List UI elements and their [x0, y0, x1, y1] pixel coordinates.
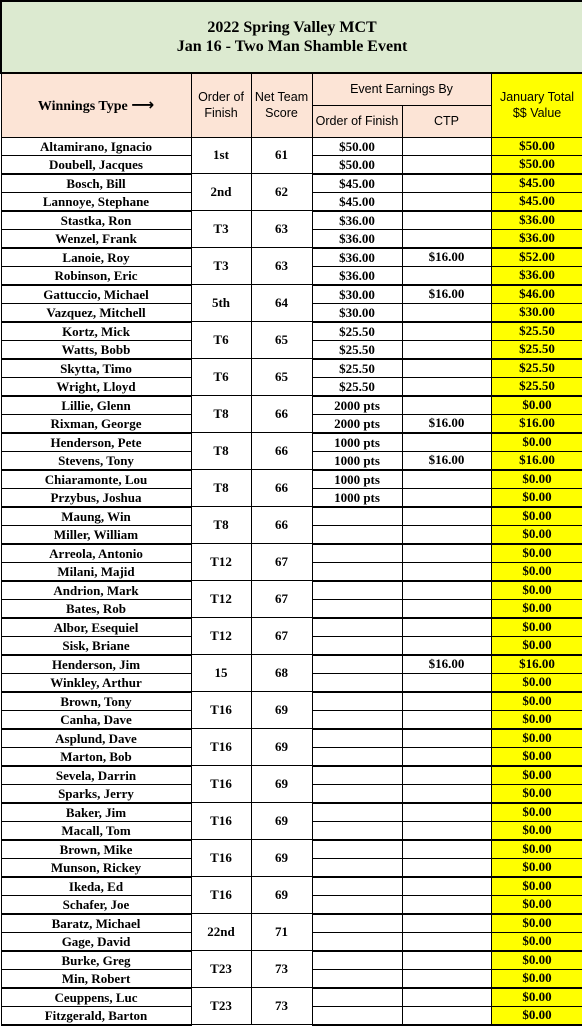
earnings-order-of-finish — [312, 1006, 402, 1025]
january-total: $0.00 — [491, 803, 582, 822]
earnings-order-of-finish — [312, 932, 402, 951]
earnings-ctp — [402, 1006, 491, 1025]
title-block — [1, 1, 582, 73]
january-total: $0.00 — [491, 562, 582, 581]
earnings-ctp — [402, 766, 491, 785]
earnings-ctp: $16.00 — [402, 285, 491, 304]
earnings-ctp — [402, 729, 491, 748]
player-name: Gage, David — [1, 932, 191, 951]
player-name: Altamirano, Ignacio — [1, 137, 191, 155]
net-team-score: 63 — [251, 248, 312, 285]
january-total: $0.00 — [491, 895, 582, 914]
january-total: $0.00 — [491, 544, 582, 563]
earnings-ctp — [402, 507, 491, 526]
order-of-finish: T16 — [191, 729, 251, 766]
player-name: Wenzel, Frank — [1, 229, 191, 248]
earnings-order-of-finish — [312, 636, 402, 655]
order-of-finish: T12 — [191, 618, 251, 655]
player-name: Munson, Rickey — [1, 858, 191, 877]
earnings-order-of-finish — [312, 673, 402, 692]
net-team-score: 69 — [251, 803, 312, 840]
player-name: Stastka, Ron — [1, 211, 191, 230]
player-name: Ikeda, Ed — [1, 877, 191, 896]
order-of-finish: T16 — [191, 803, 251, 840]
order-of-finish: T3 — [191, 248, 251, 285]
january-total: $0.00 — [491, 766, 582, 785]
january-total: $0.00 — [491, 877, 582, 896]
player-name: Przybus, Joshua — [1, 488, 191, 507]
net-team-score: 64 — [251, 285, 312, 322]
player-name: Sisk, Briane — [1, 636, 191, 655]
earnings-order-of-finish: $36.00 — [312, 211, 402, 230]
player-name: Ceuppens, Luc — [1, 988, 191, 1007]
earnings-ctp — [402, 599, 491, 618]
player-name: Albor, Esequiel — [1, 618, 191, 637]
earnings-order-of-finish: $30.00 — [312, 285, 402, 304]
earnings-order-of-finish — [312, 525, 402, 544]
table-row — [1, 729, 582, 748]
table-row — [1, 174, 582, 193]
earnings-order-of-finish: 1000 pts — [312, 433, 402, 452]
january-total: $25.50 — [491, 322, 582, 341]
player-name: Wright, Lloyd — [1, 377, 191, 396]
earnings-order-of-finish — [312, 655, 402, 674]
earnings-ctp — [402, 618, 491, 637]
table-row — [1, 877, 582, 896]
earnings-order-of-finish — [312, 821, 402, 840]
net-team-score: 61 — [251, 137, 312, 174]
header-event-earnings-by: Event Earnings By — [312, 73, 491, 105]
net-team-score: 69 — [251, 766, 312, 803]
net-team-score: 65 — [251, 322, 312, 359]
table-row — [1, 655, 582, 674]
order-of-finish: 5th — [191, 285, 251, 322]
january-total: $0.00 — [491, 932, 582, 951]
net-team-score: 62 — [251, 174, 312, 211]
earnings-order-of-finish — [312, 599, 402, 618]
january-total: $52.00 — [491, 248, 582, 267]
earnings-ctp — [402, 914, 491, 933]
earnings-order-of-finish — [312, 803, 402, 822]
earnings-order-of-finish — [312, 618, 402, 637]
subheader-ctp: CTP — [402, 105, 491, 137]
table-row — [1, 803, 582, 822]
january-total: $16.00 — [491, 414, 582, 433]
net-team-score: 66 — [251, 507, 312, 544]
earnings-order-of-finish — [312, 840, 402, 859]
earnings-ctp — [402, 747, 491, 766]
player-name: Sevela, Darrin — [1, 766, 191, 785]
net-team-score: 71 — [251, 914, 312, 951]
earnings-order-of-finish: 1000 pts — [312, 451, 402, 470]
order-of-finish: T16 — [191, 840, 251, 877]
player-name: Rixman, George — [1, 414, 191, 433]
subheader-order-of-finish: Order of Finish — [312, 105, 402, 137]
order-of-finish: 15 — [191, 655, 251, 692]
net-team-score: 69 — [251, 729, 312, 766]
earnings-ctp — [402, 692, 491, 711]
player-name: Kortz, Mick — [1, 322, 191, 341]
earnings-ctp — [402, 784, 491, 803]
title-line-2: Jan 16 - Two Man Shamble Event — [176, 38, 408, 55]
earnings-order-of-finish — [312, 784, 402, 803]
january-total: $0.00 — [491, 1006, 582, 1025]
table-row — [1, 248, 582, 267]
player-name: Baratz, Michael — [1, 914, 191, 933]
january-total: $25.50 — [491, 359, 582, 378]
earnings-ctp — [402, 377, 491, 396]
earnings-ctp — [402, 322, 491, 341]
earnings-ctp — [402, 895, 491, 914]
earnings-ctp — [402, 340, 491, 359]
earnings-order-of-finish — [312, 951, 402, 970]
earnings-order-of-finish — [312, 507, 402, 526]
net-team-score: 73 — [251, 988, 312, 1025]
earnings-ctp: $16.00 — [402, 451, 491, 470]
earnings-order-of-finish — [312, 692, 402, 711]
player-name: Milani, Majid — [1, 562, 191, 581]
net-team-score: 69 — [251, 692, 312, 729]
player-name: Canha, Dave — [1, 710, 191, 729]
table-row — [1, 137, 582, 155]
earnings-ctp — [402, 359, 491, 378]
table-row — [1, 211, 582, 230]
earnings-order-of-finish: $25.50 — [312, 322, 402, 341]
earnings-order-of-finish: 1000 pts — [312, 470, 402, 489]
order-of-finish: T3 — [191, 211, 251, 248]
january-total: $0.00 — [491, 692, 582, 711]
earnings-ctp — [402, 636, 491, 655]
earnings-ctp — [402, 211, 491, 230]
earnings-order-of-finish — [312, 544, 402, 563]
earnings-order-of-finish: $50.00 — [312, 137, 402, 155]
player-name: Min, Robert — [1, 969, 191, 988]
earnings-order-of-finish — [312, 562, 402, 581]
player-name: Lillie, Glenn — [1, 396, 191, 415]
order-of-finish: T16 — [191, 877, 251, 914]
table-row — [1, 544, 582, 563]
january-total: $0.00 — [491, 599, 582, 618]
earnings-order-of-finish — [312, 914, 402, 933]
january-total: $0.00 — [491, 396, 582, 415]
player-name: Brown, Mike — [1, 840, 191, 859]
table-row — [1, 470, 582, 489]
january-total: $0.00 — [491, 673, 582, 692]
january-total: $16.00 — [491, 655, 582, 674]
table-row — [1, 285, 582, 304]
earnings-ctp — [402, 821, 491, 840]
january-total: $50.00 — [491, 155, 582, 174]
net-team-score: 67 — [251, 544, 312, 581]
player-name: Asplund, Dave — [1, 729, 191, 748]
table-row — [1, 359, 582, 378]
player-name: Henderson, Jim — [1, 655, 191, 674]
january-total: $36.00 — [491, 266, 582, 285]
january-total: $0.00 — [491, 525, 582, 544]
earnings-ctp — [402, 673, 491, 692]
header-order-of-finish: Order of Finish — [191, 73, 251, 137]
january-total: $0.00 — [491, 747, 582, 766]
winnings-type-label: Winnings Type — [37, 99, 128, 115]
earnings-order-of-finish: $50.00 — [312, 155, 402, 174]
order-of-finish: T12 — [191, 544, 251, 581]
player-name: Baker, Jim — [1, 803, 191, 822]
player-name: Watts, Bobb — [1, 340, 191, 359]
player-name: Bosch, Bill — [1, 174, 191, 193]
net-team-score: 69 — [251, 877, 312, 914]
earnings-order-of-finish — [312, 747, 402, 766]
header-january-total: January Total $$ Value — [491, 73, 582, 137]
january-total: $0.00 — [491, 470, 582, 489]
january-total: $0.00 — [491, 618, 582, 637]
earnings-ctp — [402, 840, 491, 859]
earnings-ctp — [402, 303, 491, 322]
earnings-ctp: $16.00 — [402, 248, 491, 267]
earnings-ctp — [402, 433, 491, 452]
earnings-ctp — [402, 155, 491, 174]
january-total: $0.00 — [491, 914, 582, 933]
player-name: Schafer, Joe — [1, 895, 191, 914]
january-total: $30.00 — [491, 303, 582, 322]
january-total: $45.00 — [491, 192, 582, 211]
january-total: $36.00 — [491, 229, 582, 248]
earnings-ctp — [402, 932, 491, 951]
earnings-order-of-finish: $30.00 — [312, 303, 402, 322]
january-total: $25.50 — [491, 340, 582, 359]
earnings-ctp — [402, 174, 491, 193]
player-name: Andrion, Mark — [1, 581, 191, 600]
earnings-ctp — [402, 137, 491, 155]
table-row — [1, 322, 582, 341]
earnings-order-of-finish: $25.50 — [312, 340, 402, 359]
earnings-order-of-finish: 2000 pts — [312, 396, 402, 415]
player-name: Macall, Tom — [1, 821, 191, 840]
player-name: Stevens, Tony — [1, 451, 191, 470]
earnings-order-of-finish — [312, 988, 402, 1007]
table-row — [1, 766, 582, 785]
order-of-finish: T12 — [191, 581, 251, 618]
order-of-finish: T23 — [191, 951, 251, 988]
results-body — [1, 137, 582, 1025]
earnings-order-of-finish — [312, 766, 402, 785]
table-row — [1, 396, 582, 415]
order-of-finish: T8 — [191, 396, 251, 433]
earnings-order-of-finish: $45.00 — [312, 192, 402, 211]
earnings-ctp — [402, 803, 491, 822]
january-total: $0.00 — [491, 951, 582, 970]
table-row — [1, 618, 582, 637]
player-name: Doubell, Jacques — [1, 155, 191, 174]
table-row — [1, 433, 582, 452]
arrow-right-icon: ⟶ — [131, 95, 155, 115]
earnings-order-of-finish: $45.00 — [312, 174, 402, 193]
earnings-ctp — [402, 988, 491, 1007]
player-name: Robinson, Eric — [1, 266, 191, 285]
january-total: $0.00 — [491, 729, 582, 748]
january-total: $46.00 — [491, 285, 582, 304]
player-name: Gattuccio, Michael — [1, 285, 191, 304]
earnings-ctp — [402, 470, 491, 489]
earnings-ctp — [402, 266, 491, 285]
earnings-order-of-finish: $25.50 — [312, 377, 402, 396]
order-of-finish: 1st — [191, 137, 251, 174]
net-team-score: 65 — [251, 359, 312, 396]
player-name: Arreola, Antonio — [1, 544, 191, 563]
title-line-1: 2022 Spring Valley MCT — [207, 19, 377, 36]
player-name: Henderson, Pete — [1, 433, 191, 452]
january-total: $50.00 — [491, 137, 582, 155]
net-team-score: 69 — [251, 840, 312, 877]
player-name: Maung, Win — [1, 507, 191, 526]
earnings-ctp — [402, 710, 491, 729]
table-row — [1, 840, 582, 859]
january-total: $0.00 — [491, 858, 582, 877]
order-of-finish: T8 — [191, 433, 251, 470]
earnings-ctp: $16.00 — [402, 414, 491, 433]
earnings-ctp — [402, 192, 491, 211]
january-total: $0.00 — [491, 821, 582, 840]
order-of-finish: 22nd — [191, 914, 251, 951]
earnings-order-of-finish: 2000 pts — [312, 414, 402, 433]
earnings-ctp — [402, 488, 491, 507]
earnings-order-of-finish: $36.00 — [312, 229, 402, 248]
january-total: $0.00 — [491, 784, 582, 803]
earnings-ctp — [402, 562, 491, 581]
player-name: Vazquez, Mitchell — [1, 303, 191, 322]
january-total: $0.00 — [491, 840, 582, 859]
order-of-finish: T6 — [191, 359, 251, 396]
player-name: Bates, Rob — [1, 599, 191, 618]
january-total: $0.00 — [491, 988, 582, 1007]
earnings-order-of-finish: $36.00 — [312, 266, 402, 285]
table-row — [1, 581, 582, 600]
player-name: Burke, Greg — [1, 951, 191, 970]
january-total: $16.00 — [491, 451, 582, 470]
earnings-ctp — [402, 951, 491, 970]
player-name: Chiaramonte, Lou — [1, 470, 191, 489]
earnings-ctp — [402, 581, 491, 600]
player-name: Skytta, Timo — [1, 359, 191, 378]
earnings-order-of-finish — [312, 710, 402, 729]
player-name: Sparks, Jerry — [1, 784, 191, 803]
player-name: Miller, William — [1, 525, 191, 544]
earnings-ctp — [402, 525, 491, 544]
earnings-order-of-finish — [312, 858, 402, 877]
order-of-finish: T23 — [191, 988, 251, 1025]
net-team-score: 67 — [251, 581, 312, 618]
table-row — [1, 951, 582, 970]
net-team-score: 66 — [251, 433, 312, 470]
earnings-order-of-finish — [312, 969, 402, 988]
january-total: $0.00 — [491, 636, 582, 655]
january-total: $0.00 — [491, 433, 582, 452]
earnings-order-of-finish — [312, 729, 402, 748]
player-name: Winkley, Arthur — [1, 673, 191, 692]
header-winnings-type — [1, 73, 191, 137]
player-name: Fitzgerald, Barton — [1, 1006, 191, 1025]
net-team-score: 66 — [251, 396, 312, 433]
order-of-finish: 2nd — [191, 174, 251, 211]
january-total: $0.00 — [491, 507, 582, 526]
player-name: Lannoye, Stephane — [1, 192, 191, 211]
player-name: Lanoie, Roy — [1, 248, 191, 267]
order-of-finish: T8 — [191, 507, 251, 544]
net-team-score: 67 — [251, 618, 312, 655]
player-name: Marton, Bob — [1, 747, 191, 766]
earnings-ctp — [402, 396, 491, 415]
earnings-ctp — [402, 877, 491, 896]
order-of-finish: T6 — [191, 322, 251, 359]
january-total: $36.00 — [491, 211, 582, 230]
january-total: $0.00 — [491, 710, 582, 729]
order-of-finish: T16 — [191, 766, 251, 803]
earnings-order-of-finish — [312, 877, 402, 896]
table-row — [1, 914, 582, 933]
earnings-ctp: $16.00 — [402, 655, 491, 674]
table-row — [1, 692, 582, 711]
net-team-score: 68 — [251, 655, 312, 692]
january-total: $0.00 — [491, 969, 582, 988]
earnings-ctp — [402, 969, 491, 988]
order-of-finish: T16 — [191, 692, 251, 729]
table-row — [1, 507, 582, 526]
earnings-ctp — [402, 229, 491, 248]
net-team-score: 63 — [251, 211, 312, 248]
net-team-score: 73 — [251, 951, 312, 988]
table-row — [1, 988, 582, 1007]
net-team-score: 66 — [251, 470, 312, 507]
earnings-order-of-finish: $25.50 — [312, 359, 402, 378]
player-name: Brown, Tony — [1, 692, 191, 711]
earnings-order-of-finish — [312, 581, 402, 600]
earnings-order-of-finish — [312, 895, 402, 914]
order-of-finish: T8 — [191, 470, 251, 507]
earnings-order-of-finish: 1000 pts — [312, 488, 402, 507]
january-total: $45.00 — [491, 174, 582, 193]
earnings-order-of-finish: $36.00 — [312, 248, 402, 267]
header-net-team-score: Net Team Score — [251, 73, 312, 137]
january-total: $0.00 — [491, 488, 582, 507]
january-total: $0.00 — [491, 581, 582, 600]
earnings-ctp — [402, 544, 491, 563]
earnings-ctp — [402, 858, 491, 877]
january-total: $25.50 — [491, 377, 582, 396]
